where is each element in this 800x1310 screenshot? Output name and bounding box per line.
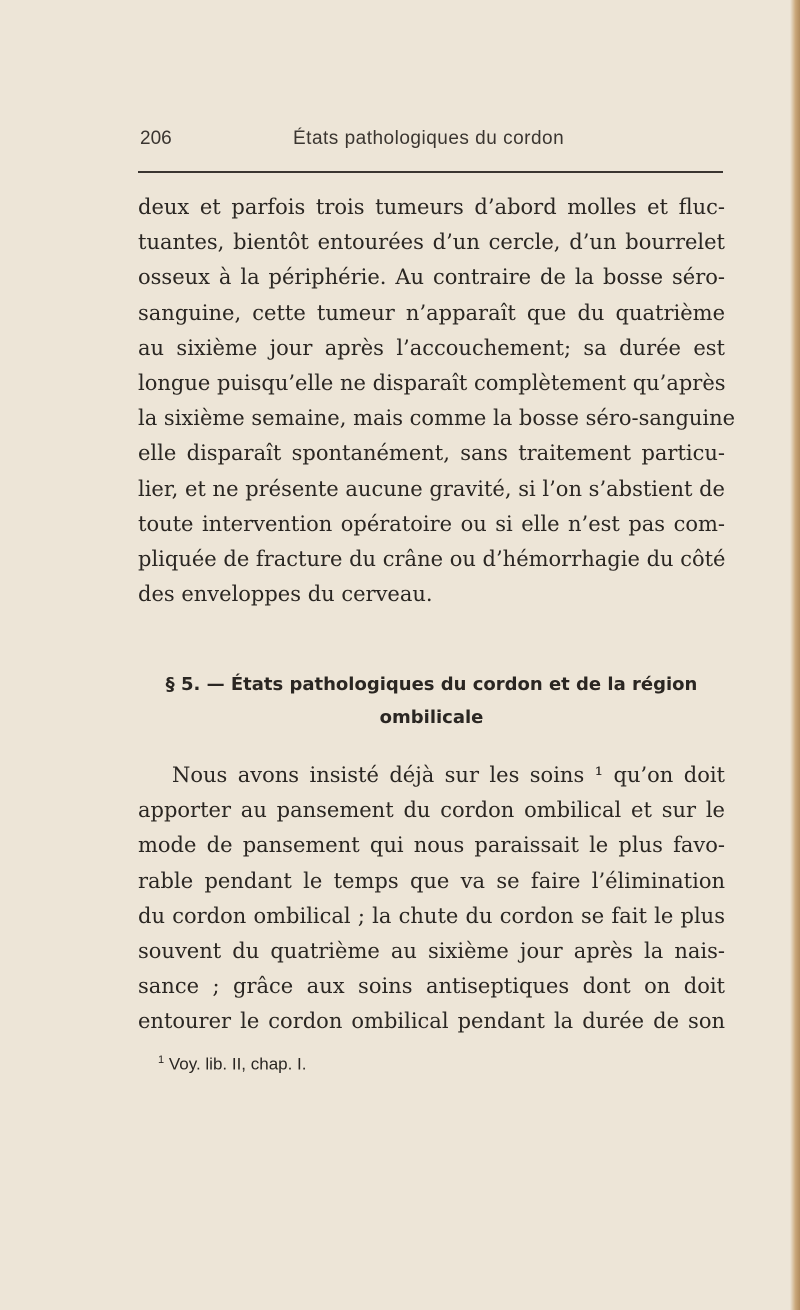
text-line: sanguine, cette tumeur n’apparaît que du quatrième <box>138 300 725 325</box>
page-number: 206 <box>140 128 172 149</box>
text-line: entourer le cordon ombilical pendant la durée de son <box>138 1009 725 1034</box>
text-line: elle disparaît spontanément, sans traitement particu- <box>138 441 725 466</box>
page-edge <box>790 0 800 1310</box>
text-line: longue puisqu’elle ne disparaît complètement qu’après <box>138 370 726 395</box>
text-line: au sixième jour après l’accouchement; sa durée est <box>138 335 725 360</box>
text-line: apporter au pansement du cordon ombilical et sur le <box>138 798 725 823</box>
running-title: États pathologiques du cordon <box>293 128 565 149</box>
text-line: des enveloppes du cerveau. <box>138 582 433 607</box>
text-line: tuantes, bientôt entourées d’un cercle, d’un bourrelet <box>138 230 725 255</box>
footnote <box>158 1054 307 1075</box>
text-line: lier, et ne présente aucune gravité, si l’on s’abstient de <box>138 476 725 501</box>
section-heading-line-1: § 5. — États pathologiques du cordon et de la région <box>165 674 698 695</box>
header-rule <box>138 171 723 173</box>
text-line: souvent du quatrième au sixième jour après la nais- <box>138 938 725 963</box>
text-line: sance ; grâce aux soins antiseptiques dont on doit <box>138 974 725 999</box>
text-line: toute intervention opératoire ou si elle n’est pas com- <box>138 511 725 536</box>
text-line: Nous avons insisté déjà sur les soins ¹ qu’on doit <box>172 763 725 787</box>
section-heading-line-2: ombilicale <box>379 707 484 728</box>
text-line: pliquée de fracture du crâne ou d’hémorrhagie du côté <box>138 546 726 571</box>
paragraph-1 <box>138 190 736 612</box>
footnote-marker: 1 <box>158 1054 165 1066</box>
footnote-text: Voy. lib. II, chap. I. <box>168 1054 307 1074</box>
text-line: deux et parfois trois tumeurs d’abord molles et fluc- <box>138 195 725 219</box>
page-header <box>140 128 725 158</box>
text-line: rable pendant le temps que va se faire l’élimination <box>138 868 725 893</box>
text-line: mode de pansement qui nous paraissait le plus favo- <box>138 833 725 858</box>
text-line: du cordon ombilical ; la chute du cordon se fait le plus <box>138 903 725 928</box>
paragraph-2 <box>138 758 725 1040</box>
text-line: la sixième semaine, mais comme la bosse séro-sanguine <box>138 406 736 431</box>
text-line: osseux à la périphérie. Au contraire de la bosse séro- <box>138 265 725 290</box>
